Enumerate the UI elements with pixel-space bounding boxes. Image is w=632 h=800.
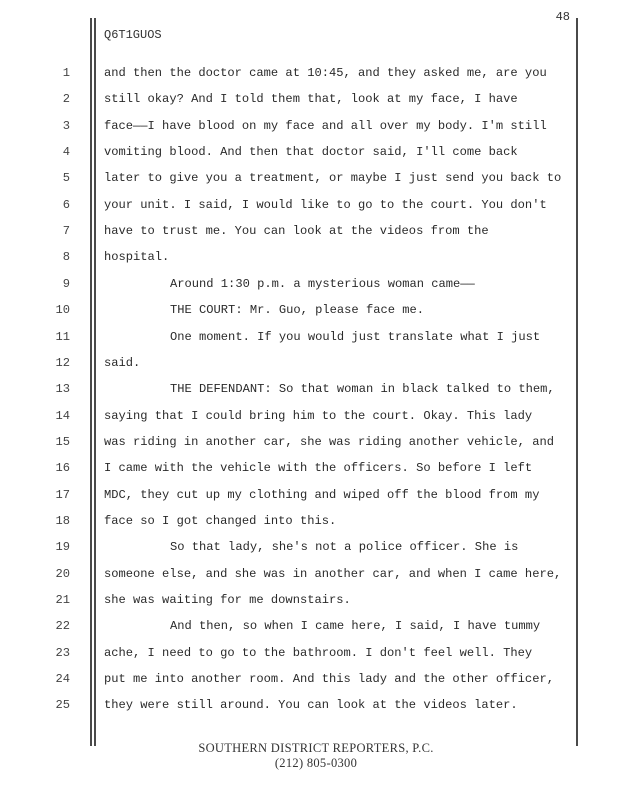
line-number: 7: [62, 224, 70, 239]
line-text: have to trust me. You can look at the videos from the: [104, 224, 489, 239]
line-number: 2: [62, 92, 70, 107]
line-text: they were still around. You can look at the videos later.: [104, 698, 518, 713]
transcript-line: [0, 86, 632, 112]
transcript-line: [0, 350, 632, 376]
line-number: 22: [55, 619, 70, 634]
line-text: hospital.: [104, 250, 170, 265]
transcript-line: [0, 587, 632, 613]
line-text: So that lady, she's not a police officer. She is: [170, 540, 519, 555]
line-number: 14: [55, 408, 70, 423]
transcript-line: [0, 218, 632, 244]
transcript-line: [0, 508, 632, 534]
transcript-line: [0, 297, 632, 323]
transcript-line: [0, 429, 632, 455]
line-text: said.: [104, 355, 141, 370]
line-number: 10: [55, 303, 70, 318]
line-number: 11: [55, 329, 70, 344]
transcript-line: [0, 192, 632, 218]
transcript-line: [0, 666, 632, 692]
line-text: And then, so when I came here, I said, I have tummy: [170, 619, 541, 634]
line-text: One moment. If you would just translate what I just: [170, 329, 541, 344]
transcript-line: [0, 60, 632, 86]
line-text: vomiting blood. And then that doctor said, I'll come back: [104, 145, 518, 160]
transcript-line: [0, 244, 632, 270]
line-number: 16: [55, 461, 70, 476]
line-text: later to give you a treatment, or maybe I just send you back to: [104, 171, 562, 186]
transcript-line: [0, 534, 632, 560]
line-number: 19: [55, 540, 70, 555]
line-number: 20: [55, 566, 70, 581]
line-number: 18: [55, 513, 70, 528]
line-text: THE COURT: Mr. Guo, please face me.: [170, 303, 425, 318]
line-text: I came with the vehicle with the officers. So before I left: [104, 461, 533, 476]
transcript-line: [0, 482, 632, 508]
reporter-company: SOUTHERN DISTRICT REPORTERS, P.C.: [198, 741, 434, 755]
line-number: 24: [55, 672, 70, 687]
line-text: put me into another room. And this lady and the other officer,: [104, 672, 554, 687]
line-text: your unit. I said, I would like to go to the court. You don't: [104, 197, 547, 212]
line-text: she was waiting for me downstairs.: [104, 593, 351, 607]
line-number: 9: [62, 276, 70, 291]
line-number: 23: [55, 645, 70, 660]
line-number: 3: [62, 118, 70, 133]
page-footer: [0, 741, 632, 771]
line-text: Around 1:30 p.m. a mysterious woman came——: [170, 276, 475, 291]
line-text: someone else, and she was in another car, and when I came here,: [104, 566, 562, 581]
document-id: Q6T1GUOS: [104, 28, 162, 42]
line-number: 15: [55, 434, 70, 449]
transcript-line: [0, 403, 632, 429]
line-number: 6: [62, 197, 70, 212]
line-text: THE DEFENDANT: So that woman in black talked to them,: [170, 382, 555, 397]
line-text: still okay? And I told them that, look at my face, I have: [104, 92, 518, 107]
transcript-line: [0, 165, 632, 191]
line-text: face so I got changed into this.: [104, 513, 337, 528]
transcript-line: [0, 613, 632, 639]
transcript-line: [0, 271, 632, 297]
reporter-phone: (212) 805-0300: [274, 756, 358, 770]
transcript-line: [0, 324, 632, 350]
line-number: 5: [62, 171, 70, 186]
line-text: ache, I need to go to the bathroom. I don't feel well. They: [104, 645, 533, 660]
line-number: 17: [55, 487, 70, 502]
line-text: and then the doctor came at 10:45, and they asked me, are you: [104, 66, 547, 80]
transcript-line: [0, 640, 632, 666]
transcript-line: [0, 139, 632, 165]
line-text: face——I have blood on my face and all over my body. I'm still: [104, 118, 547, 133]
line-number: 25: [55, 698, 70, 713]
line-number: 8: [62, 250, 70, 265]
line-number: 21: [55, 593, 70, 607]
line-number: 1: [62, 66, 70, 80]
line-number: 12: [55, 355, 70, 370]
line-text: saying that I could bring him to the court. Okay. This lady: [104, 408, 533, 423]
line-number: 13: [55, 382, 70, 397]
line-text: MDC, they cut up my clothing and wiped off the blood from my: [104, 487, 540, 502]
transcript-line: [0, 376, 632, 402]
transcript-line: [0, 692, 632, 718]
transcript-line: [0, 561, 632, 587]
line-text: was riding in another car, she was riding another vehicle, and: [104, 434, 554, 449]
transcript-line: [0, 113, 632, 139]
line-number: 4: [62, 145, 70, 160]
transcript-line: [0, 455, 632, 481]
page-number: 48: [555, 10, 570, 24]
